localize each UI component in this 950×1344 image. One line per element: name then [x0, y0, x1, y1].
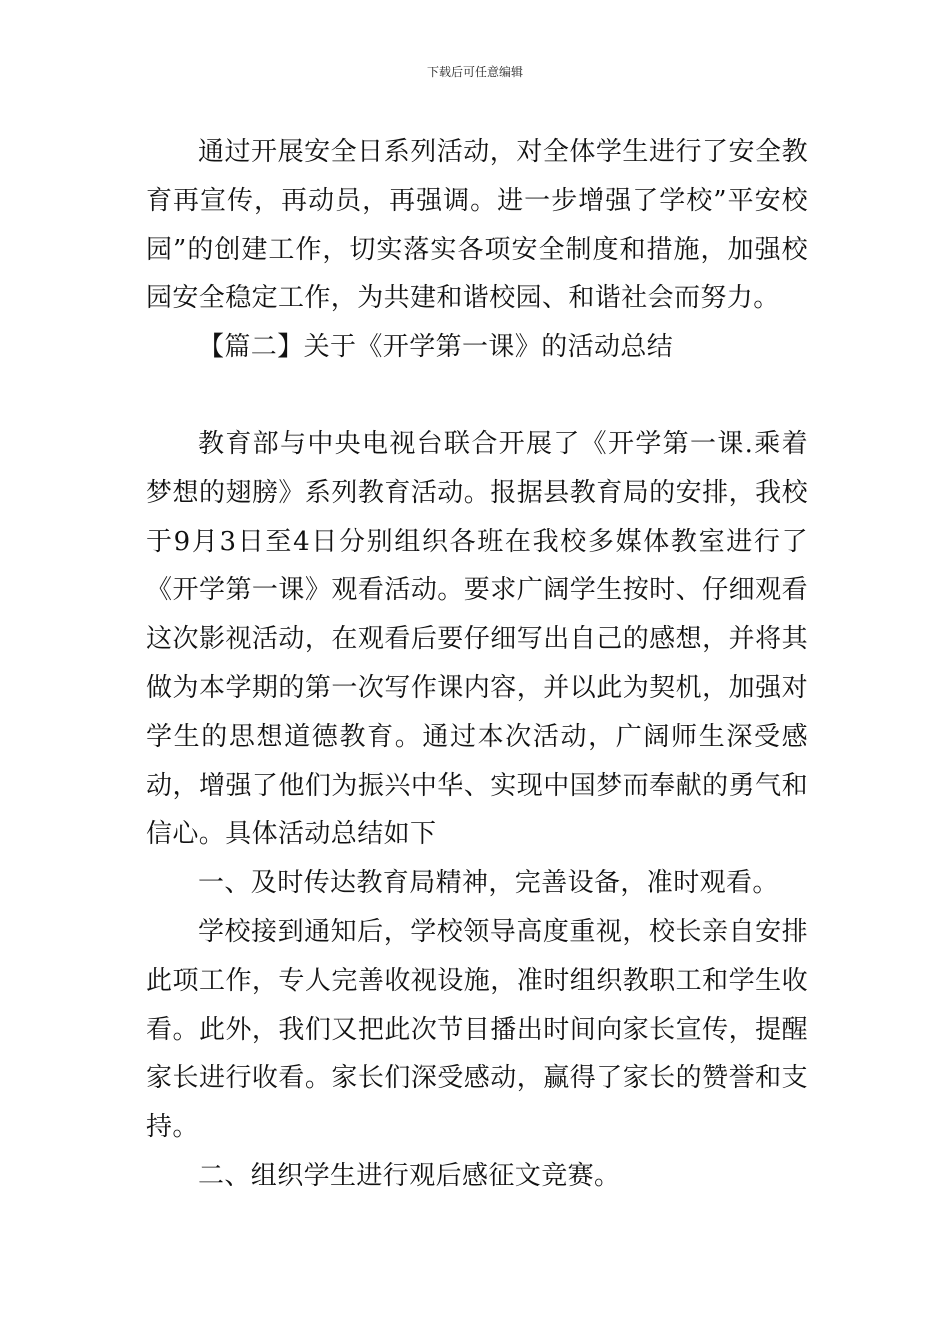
page-header: 下载后可任意编辑	[426, 65, 523, 79]
paragraph-activity-intro: 教育部与中央电视台联合开展了《开学第一课.乘着梦想的翅膀》系列教育活动。报据县教育局的安排，我校于9月3日至4日分别组织各班在我校多媒体教室进行了《开学第一课》观看活动。要求广阔学生按时、仔细观看这次影视活动，在观看后要仔细写出自己的感想，并将其做为本学期的第一次写作课内容，并以此为契机，加强对学生的思想道德教育。通过本次活动，广阔师生深受感动，增强了他们为振兴中华、实现中国梦而奉献的勇气和信心。具体活动总结如下	[146, 428, 808, 850]
item-2-title: 二、组织学生进行观后感征文竞赛。	[198, 1160, 621, 1191]
document-body	[146, 128, 808, 1201]
blank-line	[146, 372, 808, 420]
item-1-title: 一、及时传达教育局精神，完善设备，准时观看。	[198, 868, 779, 899]
item-1-body: 学校接到通知后，学校领导高度重视，校长亲自安排此项工作，专人完善收视设施，准时组织教职工和学生收看。此外，我们又把此次节目播出时间向家长宣传，提醒家长进行收看。家长们深受感动，赢得了家长的赞誉和支持。	[146, 916, 808, 1143]
paragraph-safety-summary: 通过开展安全日系列活动，对全体学生进行了安全教育再宣传，再动员，再强调。进一步增强了学校”平安校园”的创建工作，切实落实各项安全制度和措施，加强校园安全稳定工作，为共建和谐校园、和谐社会而努力。	[146, 137, 808, 314]
section-heading: 【篇二】关于《开学第一课》的活动总结	[198, 332, 674, 363]
